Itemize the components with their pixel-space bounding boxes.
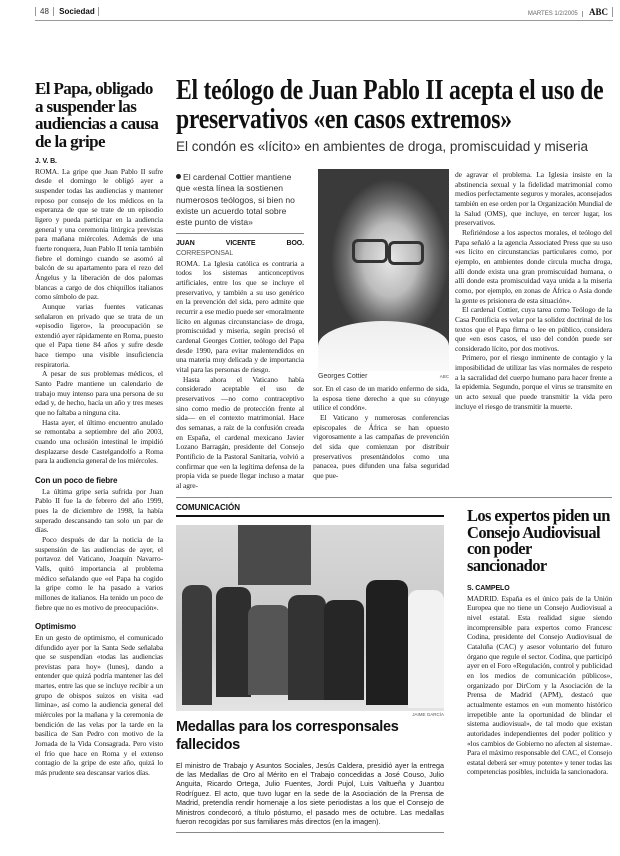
photo-credit: ABC: [439, 374, 449, 379]
paragraph: MADRID. España es el único país de la Unión Europea que no tiene un Consejo Audiovisual a nivel estatal. Esta realidad sigue siendo incomprensible para expertos como Francesc Codina, presidente del Consejo Audiovisual de Cataluña (CAC) y asesor voluntario del futuro órgano que regule el sector. Codina, que participó ayer en el Foro «Regulación, control y publicidad en los medios de comunicación públicos», organizado por DirCom y la Asociación de la Prensa de Madrid (APM), destacó que actualmente estamos en «un momento histórico irrepetible ante la oportunidad de blindar el sistema audiovisual», de tal modo que existan autoridades independientes del poder político y «los cambios de Gobierno no afecten al sistema». Para el máximo responsable del CAC, el Consejo estatal deberá ser «muy potente» y tener todas las competencias posibles, incluida la sancionadora.: [467, 593, 612, 777]
photo-caption: Georges Cottier: [318, 373, 368, 380]
main-bottom-rule: [176, 497, 612, 498]
right-byline: S. CAMPELO: [467, 585, 510, 592]
side-headline: El Papa, obligado a suspender las audiencias a causa de la gripe: [35, 79, 159, 151]
side-article: [35, 80, 163, 778]
issue-date: MARTES 1/2/2005: [528, 11, 583, 17]
photo-credit: JAIME GARCÍA: [412, 711, 444, 717]
subhead: Con un poco de fiebre: [35, 476, 118, 485]
byline-name: JUAN VICENTE BOO.: [176, 240, 304, 248]
section-name: Sociedad: [56, 7, 99, 16]
page-header: [35, 7, 613, 19]
paragraph: Refiriéndose a los aspectos morales, el teólogo del Papa señaló a la agencia Associated Press que su uso «es lícito en circunstancias particulares como, por ejemplo, en ambientes donde circula mucha droga, allí donde exista una gran promiscuidad humana, o allí donde esta promiscuidad vaya unida a la miseria como, por ejemplo, en zonas de África o Asia donde la gente es prisionera de esta situación».: [455, 227, 612, 305]
header-rule: [35, 20, 613, 21]
paragraph: El Vaticano y numerosas conferencias episcopales de África se han opuesto vigorosamente a las campañas de prevención del sida que comienzan por distribuir preservativos presentándolos como una panacea, pues difunden una falsa seguridad que pue-: [313, 412, 449, 480]
subhead: Optimismo: [35, 622, 76, 632]
comm-bottom-rule: [176, 832, 444, 833]
paragraph: Poco después de dar la noticia de la suspensión de las audiencias de ayer, el portavoz del Vaticano, Joaquín Navarro-Valls, quitó importancia al problema médico señalando que «el Papa ha cogido la gripe como le ha pasado a varios millones de italianos. Ha tenido un poco de fiebre que no es motivo de preocupación».: [35, 534, 163, 612]
paragraph: El cardenal Cottier, cuya tarea como Teólogo de la Casa Pontificia es velar por la solidez doctrinal de los textos que el Papa firma o lee en público, considera que «en esos casos, el uso del condón puede ser considerado lícito, por dos motivos.: [455, 305, 612, 353]
paragraph: Hasta ayer, el último encuentro anulado se remontaba a septiembre del año 2003, cuando una oclusión intestinal le impidió desplazarse desde Castelgandolfo a Roma para la audiencia general de los miércoles.: [35, 417, 163, 466]
main-col3-block: [313, 169, 449, 481]
paragraph: de agravar el problema. La Iglesia insiste en la abstinencia sexual y la fidelidad matrimonial como medios perfectamente seguros y morales, aconsejados también en ese orden por la Organización Mundial de la Salud (OMS), que incluye, en tercer lugar, los preservativos.: [455, 170, 612, 228]
paragraph: A pesar de sus problemas médicos, el Santo Padre mantiene un calendario de trabajo muy intenso para una persona de su edad y, de hecho, hacía un año y tres meses que no faltaba a ninguna cita.: [35, 369, 163, 418]
paragraph: Primero, por el riesgo inminente de contagio y la imposibilidad de utilizar las vías normales de respeto a la sacralidad del cuerpo humano para hacer frente a la epidemia. Segundo, porque el virus se transmite en un acto sexual que puede transmitir la vida pero incluye el riesgo de transmitir la muerte.: [455, 353, 612, 411]
main-heading-block: [176, 76, 616, 155]
paragraph: ROMA. La Iglesia católica es contraria a todos los sistemas anticonceptivos artificiales, entre los que se incluye el preservativo, y también a su uso genérico en la prevención del sida, pero admite que recurrir a ese medio puede ser «moralmente lícito en algunas circunstancias» de droga, promiscuidad y miseria, según precisó el cardenal Georges Cottier, teólogo del Papa desde 1990, para evitar malentendidos en una materia muy delicada y de importancia vital para las personas de riesgo.: [176, 258, 304, 375]
paragraph: En un gesto de optimismo, el comunicado difundido ayer por la Santa Sede señalaba que se suspendían «todas las audiencias previstas para hoy» (lunes), dando a entender que quizá podría mantener las del martes, entre las que se incluye recibir a un grupo de obispos suizos en visita «ad limina», así como la audiencia general del miércoles por la mañana y la ceremonia de bendición de las velas por la tarde en la basílica de San Pedro con motivo de la Jornada de la Vida Consagrada. Pero visto el frío que hace en Roma y el extenso contagio de la gripe de este año, quizá lo más prudente sea descansar varios días.: [35, 632, 163, 778]
paragraph: sor. En el caso de un marido enfermo de sida, la esposa tiene derecho a que su cónyuge utilice el condón».: [313, 384, 449, 413]
bullet-icon: [176, 174, 181, 179]
brand-logo: ABC: [585, 7, 613, 17]
main-byline: [176, 239, 304, 258]
main-subheadline: El condón es «lícito» en ambientes de droga, promiscuidad y miseria: [176, 139, 588, 154]
comm-headline: Medallas para los corresponsales fallecidos: [176, 718, 399, 753]
main-headline: El teólogo de Juan Pablo II acepta el uso de preservativos «en casos extremos»: [176, 75, 604, 135]
paragraph: La última gripe sería sufrida por Juan Pablo II fue la de febrero del año 1999, pues la de diciembre de 1998, la había superado descansando tan solo un par de días.: [35, 486, 163, 535]
paragraph: Aunque varias fuentes vaticanas señalaron en privado que se trata de un «episodio ligero», la preocupación se extendió ayer rápidamente en Roma, puesto que el Papa tiene 84 años y sufre desde hace tiempo una visible insuficiencia respiratoria.: [35, 301, 163, 369]
right-headline: Los expertos piden un Consejo Audiovisual con poder sancionador: [467, 506, 610, 575]
section-label: COMUNICACIÓN: [176, 503, 240, 512]
right-article: [467, 508, 612, 777]
byline-role: CORRESPONSAL: [176, 250, 234, 258]
main-col2: [176, 239, 304, 490]
quote-rule: [176, 233, 304, 234]
paragraph: ROMA. La gripe que Juan Pablo II sufre desde el domingo le obligó ayer a suspender todas las audiencias y mantener reposo por consejo de los médicos en la esperanza de que se trate de un episodio ligero y pueda participar en la audiencia general y una ceremonia litúrgica previstas para mañana miércoles. Además de una fuerte ronquera, Juan Pablo II tenía también fiebre el domingo cuando se asomó al balcón de su apartamento para el rezo del Ángelus y la liberación de dos palomas blancas a cargo de dos chiquillos italianos como símbolo de paz.: [35, 166, 163, 302]
side-byline: J. V. B.: [35, 158, 57, 165]
photo-caption-row: [318, 373, 449, 380]
section-rule: [176, 515, 444, 517]
paragraph: Hasta ahora el Vaticano había considerado aceptable el uso de preservativos —no como contraceptivo sino como medio de protección frente al sida— en el contexto matrimonial. Hace dos semanas, a raíz de la confusión creada en España, el cardenal mexicano Javier Lozano Barragán, presidente del Consejo Pontificio de la Pastoral Sanitaria, volvió a confirmar que «en la legítima defensa de la propia vida se puede llegar incluso a matar al agre-: [176, 374, 304, 490]
pull-quote: [176, 172, 304, 228]
page-number: 48: [35, 7, 54, 16]
medals-group-photo: [176, 525, 444, 711]
main-col3: [313, 384, 449, 481]
pull-quote-text: El cardenal Cottier mantiene que «esta línea la sostienen numerosos teólogos, si bien no existe un acuerdo total sobre este punto de vista»: [176, 172, 295, 228]
comm-body: El ministro de Trabajo y Asuntos Sociales, Jesús Caldera, presidió ayer la entrega de las Medallas de Oro al Mérito en el Trabajo concedidas a José Couso, Julio Anguita, Ricardo Ortega, Julio Fuentes, Jordi Pujol, Luis Valtueña y Juantxu Rodríguez. El acto, que tuvo lugar en la sede de la Asociación de la Prensa de Madrid, pretendía rendir homenaje a los siete periodistas a los que el Consejo de Ministros condecoró, a título póstumo, el pasado mes de octubre. Las medallas fueron recogidas por sus familiares más directos (en la imagen).: [176, 760, 444, 826]
cottier-photo: [318, 169, 449, 371]
main-col2-block: [176, 172, 304, 491]
comm-article: [176, 503, 444, 838]
main-col4: [455, 170, 612, 411]
